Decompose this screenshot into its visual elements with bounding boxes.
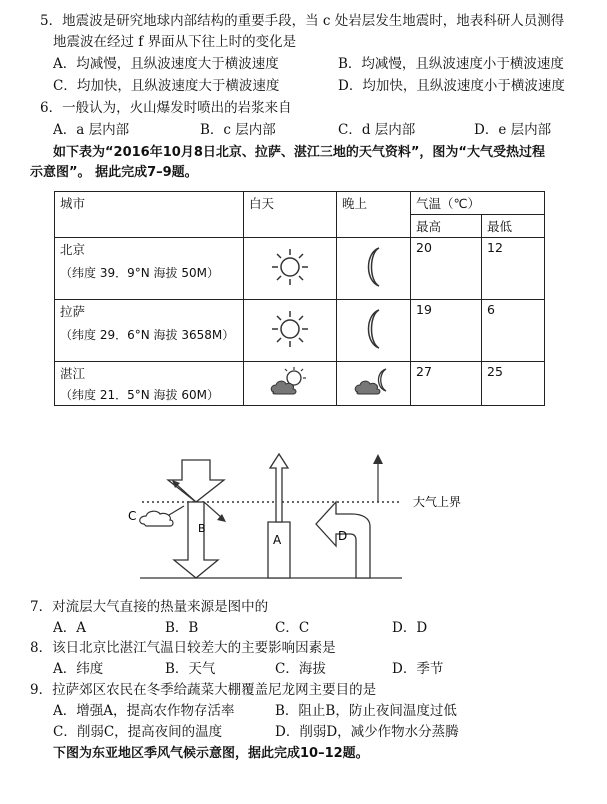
label-d: D: [338, 529, 348, 543]
cloud-icon: [140, 511, 173, 526]
q8-stem: 8．该日北京比湛江气温日较差大的主要影响因素是: [30, 640, 336, 656]
q7-option-a: A．A: [53, 620, 86, 636]
q5-option-a: A．均减慢，且纵波速度大于横波速度: [53, 56, 279, 72]
city-cell: [55, 238, 244, 300]
label-c: C: [128, 509, 137, 523]
q7-option-b: B．B: [165, 620, 199, 636]
header-city: 城市: [55, 192, 244, 238]
q6-option-a: A．a 层内部: [53, 122, 130, 138]
arrow-b-solar-radiation: [168, 460, 224, 578]
city-info: （纬度 39．9°N 海拔 50M）: [60, 266, 219, 280]
header-day: 白天: [244, 192, 337, 238]
q7-option-d: D．D: [392, 620, 428, 636]
arrow-d-counter-radiation: [316, 454, 383, 578]
city-name: 北京: [60, 242, 86, 257]
q8-option-d: D．季节: [392, 661, 444, 677]
moon-icon: [359, 245, 389, 289]
city-name: 拉萨: [60, 304, 86, 319]
q5-option-c: C．均加快，且纵波速度大于横波速度: [53, 78, 280, 94]
arrow-a-ground-radiation: [268, 454, 290, 578]
high-temp: 20: [411, 238, 482, 300]
q6-option-b: B．c 层内部: [200, 122, 276, 138]
city-info: （纬度 21．5°N 海拔 60M）: [60, 388, 219, 402]
city-name: 湛江: [60, 366, 86, 381]
atmospheric-heating-diagram: [100, 440, 480, 594]
moon-icon: [359, 307, 389, 351]
high-temp: 27: [411, 362, 482, 406]
q5-stem-line1: 5．地震波是研究地球内部结构的重要手段，当 c 处岩层发生地震时，地表科研人员测得: [40, 13, 565, 29]
intro-7-9-line2: 示意图”。 据此完成7–9题。: [30, 165, 198, 180]
day-weather-cell: [244, 362, 337, 406]
table-row: [55, 300, 545, 362]
city-cell: [55, 362, 244, 406]
q6-stem: 6．一般认为，火山爆发时喷出的岩浆来自: [40, 100, 292, 116]
intro-7-9-line1: 如下表为“2016年10月8日北京、拉萨、湛江三地的天气资料”，图为“大气受热过程: [53, 145, 545, 160]
table-row: [55, 362, 545, 406]
night-weather-cell: [337, 362, 411, 406]
cloudy-moon-icon: [352, 366, 396, 398]
q5-option-d: D．均加快，且纵波速度小于横波速度: [338, 78, 565, 94]
q9-option-a: A．增强A，提高农作物存活率: [53, 703, 235, 719]
q8-option-c: C．海拔: [275, 661, 326, 677]
header-low: 最低: [482, 215, 545, 238]
q8-option-b: B．天气: [165, 661, 216, 677]
night-weather-cell: [337, 238, 411, 300]
header-high: 最高: [411, 215, 482, 238]
low-temp: 25: [482, 362, 545, 406]
header-night: 晚上: [337, 192, 411, 238]
q9-option-c: C．削弱C，提高夜间的温度: [53, 724, 223, 740]
q9-option-d: D．削弱D，减少作物水分蒸腾: [275, 724, 459, 740]
q7-option-c: C．C: [275, 620, 310, 636]
q7-stem: 7．对流层大气直接的热量来源是图中的: [30, 599, 269, 615]
city-info: （纬度 29．6°N 海拔 3658M）: [60, 328, 235, 342]
q5-stem-line2: 地震波在经过 f 界面从下往上时的变化是: [53, 34, 297, 50]
low-temp: 6: [482, 300, 545, 362]
q8-option-a: A．纬度: [53, 661, 104, 677]
label-a: A: [273, 533, 282, 547]
table-row: [55, 238, 545, 300]
day-weather-cell: [244, 300, 337, 362]
sun-icon: [270, 247, 310, 287]
q6-option-c: C．d 层内部: [338, 122, 416, 138]
label-b: B: [198, 522, 206, 535]
partly-cloudy-sun-icon: [268, 366, 312, 398]
city-cell: [55, 300, 244, 362]
q6-option-d: D．e 层内部: [474, 122, 552, 138]
label-atmosphere-top: 大气上界: [413, 495, 462, 509]
intro-10-12: 下图为东亚地区季风气候示意图，据此完成10–12题。: [53, 746, 369, 761]
q5-option-b: B．均减慢，且纵波速度小于横波速度: [338, 56, 564, 72]
weather-table: [54, 191, 545, 406]
day-weather-cell: [244, 238, 337, 300]
q9-stem: 9．拉萨郊区农民在冬季给蔬菜大棚覆盖尼龙网主要目的是: [30, 682, 377, 698]
header-temp: 气温（℃）: [411, 192, 545, 215]
low-temp: 12: [482, 238, 545, 300]
sun-icon: [270, 309, 310, 349]
high-temp: 19: [411, 300, 482, 362]
night-weather-cell: [337, 300, 411, 362]
scatter-arrow: [204, 502, 222, 518]
q9-option-b: B．阻止B，防止夜间温度过低: [275, 703, 457, 719]
